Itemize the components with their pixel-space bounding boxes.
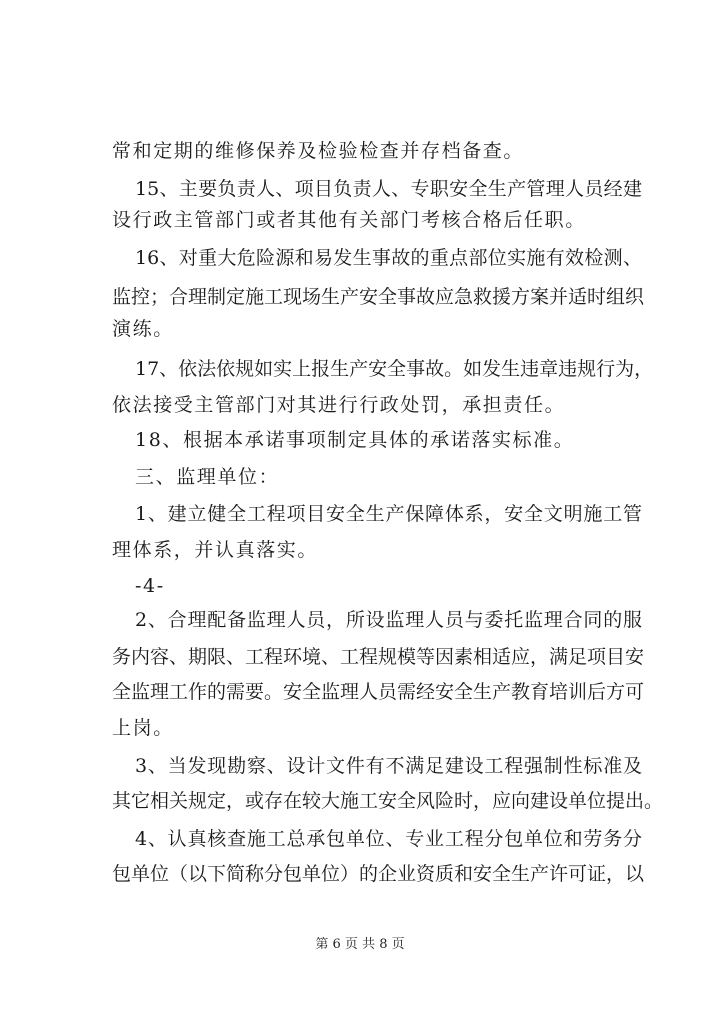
text-line: 常和定期的维修保养及检验检查并存档备查。 <box>112 140 525 162</box>
text-line: 包单位（以下简称分包单位）的企业资质和安全生产许可证，以 <box>112 863 645 885</box>
text-line: 16、对重大危险源和易发生事故的重点部位实施有效检测、 <box>135 247 642 269</box>
text-line: 设行政主管部门或者其他有关部门考核合格后任职。 <box>112 209 586 231</box>
section-heading: 三、监理单位： <box>135 466 280 488</box>
text-line: 其它相关规定，或存在较大施工安全风险时，应向建设单位提出。 <box>112 790 664 812</box>
page-marker: -4- <box>135 575 165 597</box>
text-line: 理体系，并认真落实。 <box>112 539 319 561</box>
text-line: 1、建立健全工程项目安全生产保障体系，安全文明施工管 <box>135 503 642 525</box>
text-line: 务内容、期限、工程环境、工程规模等因素相适应，满足项目安 <box>112 646 645 668</box>
page-footer: 第 6 页 共 8 页 <box>315 937 405 952</box>
text-line: 依法接受主管部门对其进行行政处罚，承担责任。 <box>112 394 566 416</box>
text-line: 演练。 <box>112 318 174 340</box>
text-line: 上岗。 <box>112 717 174 739</box>
text-line: 监控；合理制定施工现场生产安全事故应急救援方案并适时组织 <box>112 286 645 308</box>
text-line: 18、根据本承诺事项制定具体的承诺落实标准。 <box>135 429 575 451</box>
text-line: 17、依法依规如实上报生产安全事故。如发生违章违规行为， <box>135 358 654 380</box>
text-line: 15、主要负责人、项目负责人、专职安全生产管理人员经建 <box>135 178 642 200</box>
text-line: 4、认真核查施工总承包单位、专业工程分包单位和劳务分 <box>135 828 642 850</box>
text-line: 3、当发现勘察、设计文件有不满足建设工程强制性标准及 <box>135 755 642 777</box>
text-line: 全监理工作的需要。安全监理人员需经安全生产教育培训后方可 <box>112 681 645 703</box>
text-line: 2、合理配备监理人员，所设监理人员与委托监理合同的服 <box>135 609 642 631</box>
